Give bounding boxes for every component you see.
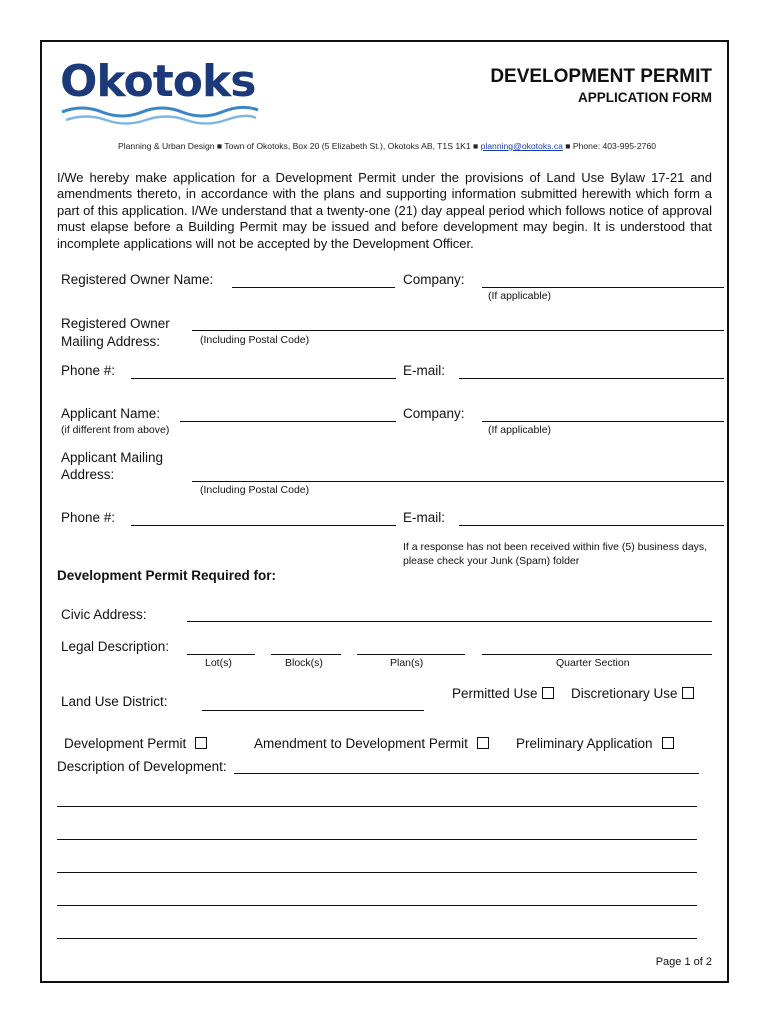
development-permit-checkbox[interactable] bbox=[195, 737, 207, 749]
amendment-option[interactable] bbox=[254, 736, 489, 751]
owner-company-field[interactable] bbox=[482, 287, 724, 288]
description-line-1[interactable] bbox=[234, 773, 699, 774]
discretionary-use-label: Discretionary Use bbox=[571, 686, 678, 701]
description-label: Description of Development: bbox=[57, 759, 227, 774]
declaration-text: I/We hereby make application for a Development Permit under the provisions of Land Use Bylaw 17-21 and amendments thereto, in accordance with the plans and supporting information submitted herewith which form a part of this application. I/We understand that a twenty-one (21) day appeal period which follows notice of approval must elapse before a Building Permit may be issued and before development may begin. It is understood that incomplete applications will not be accepted by the Development Officer. bbox=[57, 170, 712, 251]
plan-caption: Plan(s) bbox=[390, 657, 424, 669]
description-line-2[interactable] bbox=[57, 806, 697, 807]
applicant-name-field[interactable] bbox=[180, 421, 396, 422]
contact-email-link[interactable]: planning@okotoks.ca bbox=[480, 141, 563, 151]
contact-suffix: ■ Phone: 403-995-2760 bbox=[562, 141, 657, 151]
applicant-mailing-label-2: Address: bbox=[61, 467, 115, 482]
applicant-phone-field[interactable] bbox=[131, 525, 396, 526]
permitted-use-label: Permitted Use bbox=[452, 686, 538, 701]
contact-prefix: Planning & Urban Design ■ Town of Okotoks, Box 20 (5 Elizabeth St.), Okotoks AB, T1S 1K1 ■ bbox=[118, 141, 481, 151]
description-line-5[interactable] bbox=[57, 905, 697, 906]
amendment-checkbox[interactable] bbox=[477, 737, 489, 749]
applicant-postal-hint: (Including Postal Code) bbox=[200, 484, 310, 496]
applicant-mailing-field[interactable] bbox=[192, 481, 724, 482]
applicant-email-field[interactable] bbox=[459, 525, 724, 526]
quarter-section-field[interactable] bbox=[482, 654, 712, 655]
owner-company-label: Company: bbox=[403, 272, 465, 287]
quarter-section-caption: Quarter Section bbox=[556, 657, 630, 669]
preliminary-label: Preliminary Application bbox=[516, 736, 653, 751]
development-permit-label: Development Permit bbox=[64, 736, 187, 751]
logo-text: Okotoks bbox=[60, 56, 256, 107]
civic-address-label: Civic Address: bbox=[61, 607, 147, 622]
permitted-use-checkbox[interactable] bbox=[542, 687, 554, 699]
discretionary-use-checkbox[interactable] bbox=[682, 687, 694, 699]
block-field[interactable] bbox=[271, 654, 341, 655]
permitted-use-option[interactable] bbox=[452, 686, 554, 701]
owner-mailing-label-1: Registered Owner bbox=[61, 316, 170, 331]
page-number: Page 1 of 2 bbox=[655, 956, 712, 968]
owner-company-hint: (If applicable) bbox=[488, 290, 552, 302]
owner-phone-label: Phone #: bbox=[61, 363, 116, 378]
legal-description-label: Legal Description: bbox=[61, 639, 170, 654]
land-use-district-label: Land Use District: bbox=[61, 694, 168, 709]
lot-caption: Lot(s) bbox=[205, 657, 232, 669]
owner-email-field[interactable] bbox=[459, 378, 724, 379]
applicant-name-hint: (if different from above) bbox=[61, 424, 170, 436]
amendment-label: Amendment to Development Permit bbox=[254, 736, 468, 751]
email-note: If a response has not been received within five (5) business days, please check your Junk (Spam) folder bbox=[403, 541, 708, 567]
owner-phone-field[interactable] bbox=[131, 378, 396, 379]
lot-field[interactable] bbox=[187, 654, 255, 655]
description-line-3[interactable] bbox=[57, 839, 697, 840]
preliminary-option[interactable] bbox=[516, 736, 674, 751]
owner-name-field[interactable] bbox=[232, 287, 395, 288]
civic-address-field[interactable] bbox=[187, 621, 712, 622]
owner-mailing-field[interactable] bbox=[192, 330, 724, 331]
applicant-company-field[interactable] bbox=[482, 421, 724, 422]
form-subtitle: APPLICATION FORM bbox=[578, 90, 712, 105]
applicant-company-hint: (If applicable) bbox=[488, 424, 552, 436]
form-title: DEVELOPMENT PERMIT bbox=[490, 66, 712, 87]
owner-email-label: E-mail: bbox=[403, 363, 446, 378]
plan-field[interactable] bbox=[357, 654, 465, 655]
applicant-phone-label: Phone #: bbox=[61, 510, 116, 525]
okotoks-logo bbox=[60, 56, 260, 130]
preliminary-checkbox[interactable] bbox=[662, 737, 674, 749]
section-title: Development Permit Required for: bbox=[57, 568, 277, 583]
owner-name-label: Registered Owner Name: bbox=[61, 272, 214, 287]
applicant-name-label: Applicant Name: bbox=[61, 406, 161, 421]
block-caption: Block(s) bbox=[285, 657, 323, 669]
description-line-6[interactable] bbox=[57, 938, 697, 939]
applicant-email-label: E-mail: bbox=[403, 510, 446, 525]
owner-mailing-label-2: Mailing Address: bbox=[61, 334, 161, 349]
land-use-district-field[interactable] bbox=[202, 710, 424, 711]
description-line-4[interactable] bbox=[57, 872, 697, 873]
owner-postal-hint: (Including Postal Code) bbox=[200, 334, 310, 346]
applicant-mailing-label-1: Applicant Mailing bbox=[61, 450, 164, 465]
contact-line bbox=[118, 141, 656, 151]
development-permit-option[interactable] bbox=[64, 736, 207, 751]
logo-waves-icon bbox=[60, 60, 260, 130]
applicant-company-label: Company: bbox=[403, 406, 465, 421]
discretionary-use-option[interactable] bbox=[571, 686, 694, 701]
